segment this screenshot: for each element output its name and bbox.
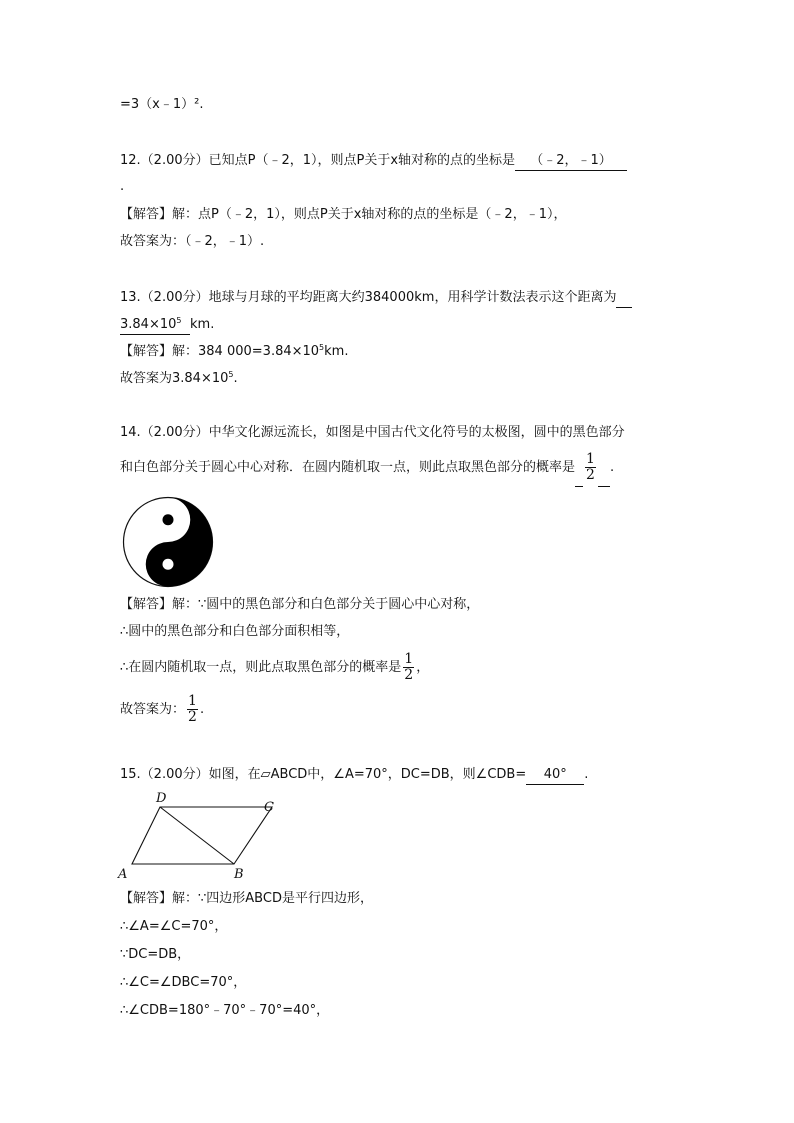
- q15-solution-step5: ∴∠CDB=180°﹣70°﹣70°=40°，: [120, 1003, 330, 1018]
- q13-solution-exponent: 5: [319, 343, 325, 352]
- fraction-denominator: 2: [404, 667, 414, 683]
- q12-question-text: 12.（2.00分）已知点P（﹣2，1），则点P关于x轴对称的点的坐标是: [120, 153, 516, 168]
- solution-label: 【解答】: [120, 344, 173, 359]
- q13-final-text: 故答案为3.84×10: [120, 371, 229, 386]
- q14-solution-line1: [120, 596, 479, 614]
- parallelogram-abcd: [132, 807, 272, 864]
- q12-solution-text: 解：点P（﹣2，1），则点P关于x轴对称的点的坐标是（﹣2，﹣1），: [172, 207, 567, 222]
- q14-final-text: 故答案为：: [120, 702, 186, 717]
- fraction-numerator: 1: [404, 651, 414, 667]
- q14-final-fraction: [187, 694, 198, 725]
- fraction-denominator: 2: [188, 709, 197, 725]
- vertex-label-a: A: [118, 867, 128, 882]
- parallelogram-diagram: [112, 788, 288, 882]
- q13-solution-text: 解：384 000=3.84×10: [172, 344, 320, 359]
- q14-final-answer: [120, 692, 204, 728]
- q14-solution-line3-tail: ，: [416, 660, 430, 675]
- fraction-denominator: 2: [586, 467, 595, 483]
- q15-solution-step2: ∴∠A=∠C=70°，: [120, 919, 228, 934]
- q14-question-text: 和白色部分关于圆心中心对称．在圆内随机取一点，则此点取黑色部分的概率是: [120, 460, 576, 475]
- q13-answer-mantissa: 3.84×10: [120, 317, 177, 332]
- q15-solution-step1: [120, 890, 373, 908]
- solution-label: 【解答】: [120, 597, 173, 612]
- q13-answer-blank: [120, 316, 190, 335]
- q15-tail: .: [584, 767, 589, 782]
- q14-tail: .: [609, 460, 615, 475]
- q14-solution-fraction: [403, 652, 414, 683]
- fraction-numerator: 1: [188, 693, 197, 709]
- q13-question: [120, 289, 632, 308]
- q12-question: [120, 152, 627, 171]
- q14-solution-line3: [120, 650, 429, 686]
- q15-question-text: 15.（2.00分）如图，在▱ABCD中，∠A=70°，DC=DB，则∠CDB=: [120, 767, 527, 782]
- q13-solution-unit: km.: [324, 344, 349, 359]
- q13-question-text: 13.（2.00分）地球与月球的平均距离大约384000km，用科学计数法表示这个距离为: [120, 290, 617, 305]
- solution-label: 【解答】: [120, 891, 173, 906]
- diagonal-db: [160, 807, 234, 864]
- q12-solution: [120, 206, 566, 224]
- q14-question-line1: 14.（2.00分）中华文化源远流长，如图是中国古代文化符号的太极图，圆中的黑色部分: [120, 425, 625, 440]
- q14-answer-fraction: [585, 452, 596, 483]
- q13-answer-exponent: 5: [176, 316, 182, 325]
- q13-final-exponent: 5: [228, 370, 234, 379]
- q13-final-answer: [120, 370, 238, 388]
- vertex-label-d: D: [156, 791, 167, 806]
- fraction-numerator: 1: [586, 451, 595, 467]
- carried-expression: =3（x﹣1）².: [120, 97, 204, 112]
- solution-label: 【解答】: [120, 207, 173, 222]
- q14-solution-line2: ∴圆中的黑色部分和白色部分面积相等，: [120, 624, 350, 639]
- vertex-label-c: C: [264, 800, 274, 815]
- q12-final-answer: 故答案为：（﹣2，﹣1）.: [120, 234, 265, 249]
- q13-unit: km.: [190, 317, 215, 332]
- q15-question: [120, 766, 588, 785]
- q14-final-tail: .: [199, 702, 205, 717]
- taiji-diagram: [122, 496, 214, 588]
- taiji-white-dot: [163, 559, 174, 570]
- q13-final-tail: .: [233, 371, 238, 386]
- q15-step-text: 解：∵四边形ABCD是平行四边形，: [172, 891, 373, 906]
- taiji-black-dot: [163, 514, 174, 525]
- q14-solution-line3-text: ∴在圆内随机取一点，则此点取黑色部分的概率是: [120, 660, 402, 675]
- q14-blank-left: [575, 450, 583, 487]
- q12-answer-blank: （﹣2，﹣1）: [515, 152, 627, 171]
- q14-solution-text: 解：∵圆中的黑色部分和白色部分关于圆心中心对称，: [172, 597, 480, 612]
- q14-question-line2: [120, 450, 614, 487]
- vertex-label-b: B: [234, 867, 244, 882]
- q13-solution: [120, 343, 348, 361]
- q13-answer-line: [120, 316, 214, 335]
- q15-answer-blank: 40°: [526, 766, 584, 785]
- q15-solution-step4: ∴∠C=∠DBC=70°，: [120, 975, 247, 990]
- q15-solution-step3: ∵DC=DB，: [120, 947, 191, 962]
- q14-blank-right: [598, 450, 610, 487]
- q13-blank-start: [616, 289, 632, 308]
- q12-tail: .: [120, 179, 125, 194]
